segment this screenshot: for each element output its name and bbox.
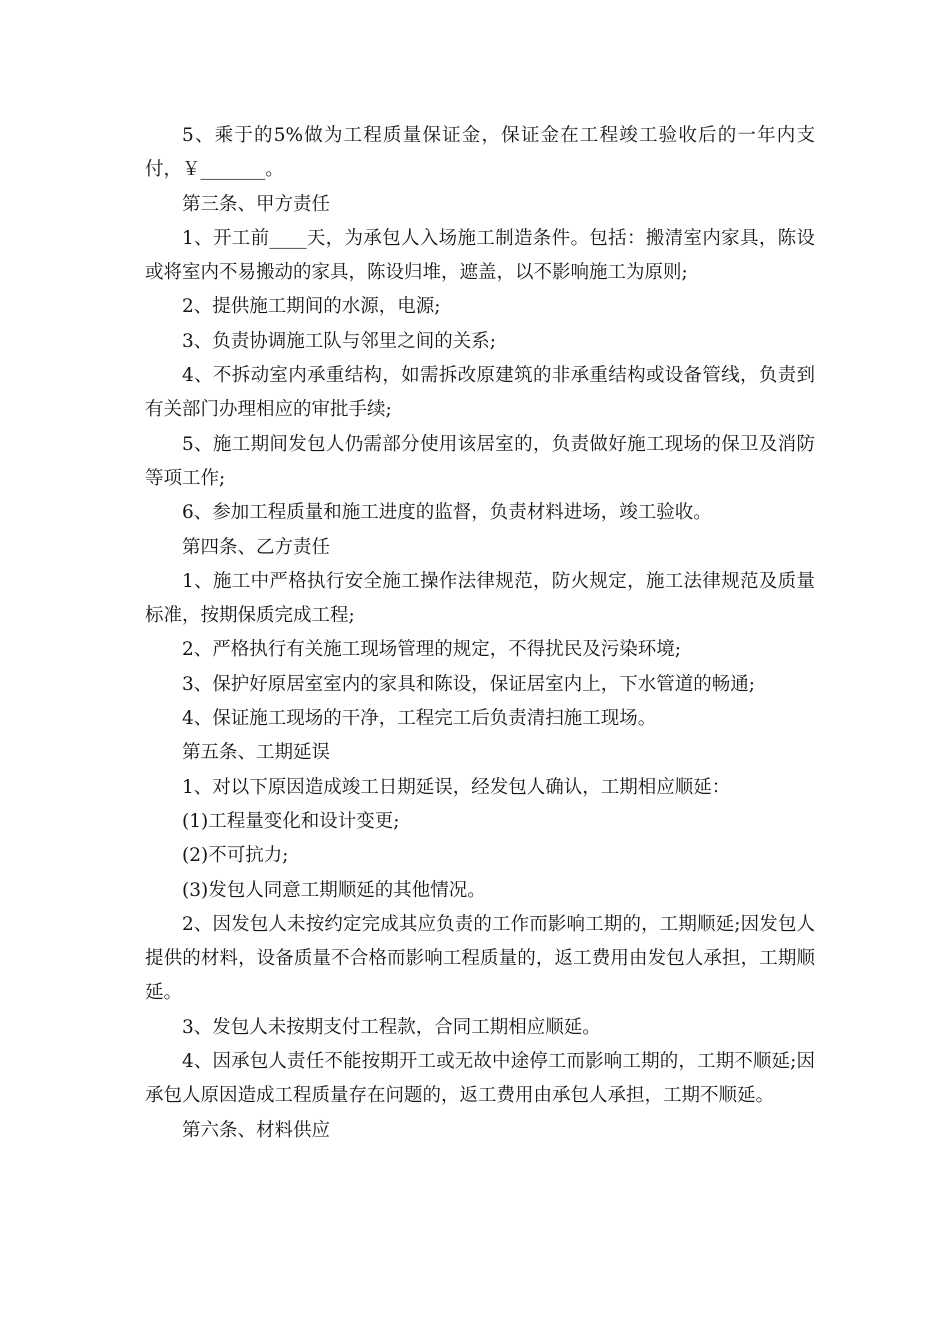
paragraph-delay1-item1: (1)工程量变化和设计变更;: [182, 810, 400, 832]
section-heading-delay: 第五条、工期延误: [182, 742, 331, 764]
paragraph-delay3: 3、发包人未按期支付工程款，合同工期相应顺延。: [182, 1016, 601, 1038]
paragraph-b1: 1、施工中严格执行安全施工操作法律规范，防火规定，施工法律规范及质量标准，按期保质完成工程;: [145, 570, 815, 627]
paragraph-delay1-item3: (3)发包人同意工期顺延的其他情况。: [182, 879, 486, 901]
section-heading-party-b: 第四条、乙方责任: [182, 536, 331, 558]
paragraph-a6: 6、参加工程质量和施工进度的监督，负责材料进场，竣工验收。: [182, 502, 712, 524]
paragraph-delay1: 1、对以下原因造成竣工日期延误，经发包人确认，工期相应顺延：: [182, 776, 731, 798]
paragraph-a5: 5、施工期间发包人仍需部分使用该居室的，负责做好施工现场的保卫及消防等项工作;: [145, 433, 815, 489]
paragraph-delay2: 2、因发包人未按约定完成其应负责的工作而影响工期的，工期顺延;因发包人提供的材料，设备质量不合格而影响工程质量的，返工费用由发包人承担，工期顺延。: [145, 913, 815, 1004]
paragraph-b4: 4、保证施工现场的干净，工程完工后负责清扫施工现场。: [182, 708, 657, 730]
paragraph-a4: 4、不拆动室内承重结构，如需拆改原建筑的非承重结构或设备管线，负责到有关部门办理相应的审批手续;: [145, 365, 815, 421]
paragraph-a3: 3、负责协调施工队与邻里之间的关系;: [182, 330, 497, 352]
paragraph-quality-deposit: 5、乘于的5%做为工程质量保证金，保证金在工程竣工验收后的一年内支付，￥_______。: [145, 125, 815, 181]
document-body: [145, 119, 815, 1148]
paragraph-a2: 2、提供施工期间的水源，电源;: [182, 296, 441, 318]
section-heading-party-a: 第三条、甲方责任: [182, 193, 331, 215]
paragraph-b3: 3、保护好原居室室内的家具和陈设，保证居室内上，下水管道的畅通;: [182, 673, 756, 695]
paragraph-b2: 2、严格执行有关施工现场管理的规定，不得扰民及污染环境;: [182, 639, 682, 661]
paragraph-delay1-item2: (2)不可抗力;: [182, 845, 289, 867]
paragraph-a1: 1、开工前____天，为承包人入场施工制造条件。包括：搬清室内家具，陈设或将室内不易搬动的家具，陈设归堆，遮盖，以不影响施工为原则;: [145, 227, 815, 284]
section-heading-materials: 第六条、材料供应: [182, 1119, 331, 1141]
paragraph-delay4: 4、因承包人责任不能按期开工或无故中途停工而影响工期的，工期不顺延;因承包人原因造成工程质量存在问题的，返工费用由承包人承担，工期不顺延。: [145, 1051, 815, 1107]
